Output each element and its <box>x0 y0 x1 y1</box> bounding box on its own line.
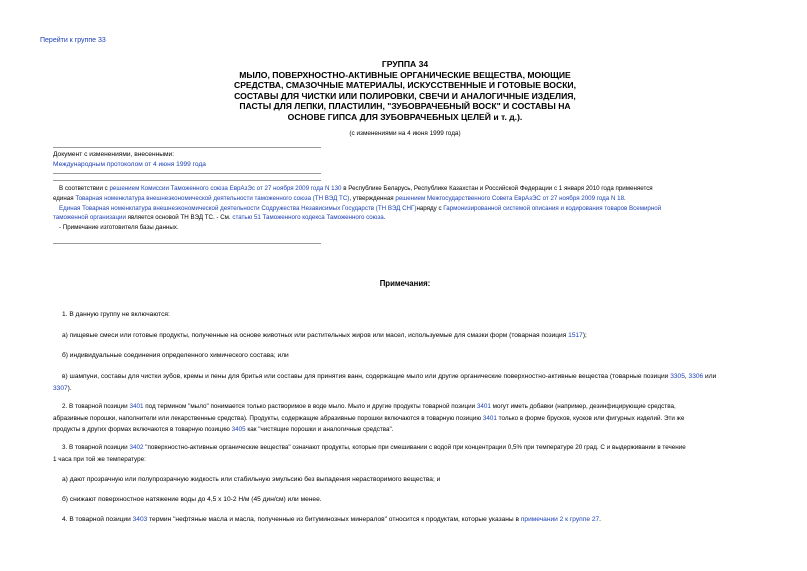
heading-3405-link[interactable]: 3405 <box>231 426 246 433</box>
decision-18-link[interactable]: решением Межгосударственного Совета ЕврАзЭС от 27 ноября 2009 года N 18 <box>395 194 625 202</box>
note-3a: а) дают прозрачную или полупрозрачную жидкость или стабильную эмульсию без выпадения нерастворимого вещества; и <box>62 476 441 483</box>
title-line: СРЕДСТВА, СМАЗОЧНЫЕ МАТЕРИАЛЫ, ИСКУССТВЕННЫЕ И ГОТОВЫЕ ВОСКИ, <box>233 80 577 91</box>
note-para-3: - Примечание изготовителя базы данных. <box>59 224 179 232</box>
heading-3307-link[interactable]: 3307 <box>53 384 68 392</box>
note-1a <box>62 330 587 342</box>
protocol-link[interactable]: Международным протоколом от 4 июня 1999 года <box>53 160 206 168</box>
note-1: 1. В данную группу не включаются: <box>62 311 170 318</box>
text: единая <box>53 194 76 202</box>
title-line: СОСТАВЫ ДЛЯ ЧИСТКИ ИЛИ ПОЛИРОВКИ, СВЕЧИ И АНАЛОГИЧНЫЕ ИЗДЕЛИЯ, <box>234 90 576 101</box>
text: В соответствии с <box>59 185 110 192</box>
heading-3403-link[interactable]: 3403 <box>132 516 148 523</box>
heading-3402-link[interactable]: 3402 <box>129 444 144 451</box>
text: 2. В товарной позиции <box>62 403 130 410</box>
note-1b: б) индивидуальные соединения определенного химического состава; или <box>62 352 289 359</box>
group-title <box>160 59 650 123</box>
tn-ved-sng-link[interactable]: Единая Товарная номенклатура внешнеэкономической деятельности Содружества Независимых Государств (ТН ВЭД СНГ) <box>59 204 417 212</box>
divider <box>53 180 321 181</box>
text: 4. В товарной позиции <box>62 516 133 523</box>
text: 3. В товарной позиции <box>62 444 130 451</box>
text: является основой ТН ВЭД ТС. - См. <box>125 214 233 222</box>
text: могут иметь добавки (например, дезинфицирующие средства, <box>490 403 676 410</box>
note-2-line <box>53 413 769 425</box>
divider <box>53 147 321 148</box>
heading-3401-link[interactable]: 3401 <box>476 403 491 410</box>
note-para-2 <box>53 204 769 214</box>
text: наряду с <box>416 204 444 212</box>
text: ). <box>67 384 72 392</box>
changes-date: (с изменениями на 4 июня 1999 года) <box>349 130 461 137</box>
heading-3305-link[interactable]: 3305 <box>670 373 685 380</box>
note-para-1 <box>53 184 769 194</box>
notes-heading: Примечания: <box>379 279 431 288</box>
note-4 <box>62 514 601 526</box>
text: , <box>684 373 689 380</box>
note-3b: б) снижают поверхностное натяжение воды до 4,5 х 10-2 Н/м (45 дин/см) или менее. <box>62 496 322 503</box>
doc-changes-block <box>53 150 206 170</box>
title-line: ПАСТЫ ДЛЯ ЛЕПКИ, ПЛАСТИЛИН, "ЗУБОВРАЧЕБНЫЙ ВОСК" И СОСТАВЫ НА <box>239 101 571 112</box>
note-para-2-cont <box>53 213 769 223</box>
divider <box>53 173 321 174</box>
text: в) шампуни, составы для чистки зубов, кремы и пены для бритья или составы для принятия ванн, содержащие мыло или другие органические поверхностно-активные вещества (товарные позиции <box>62 373 671 380</box>
text: в Республике Беларусь, Республике Казахстан и Российской Федерации с 1 января 2010 года применяется <box>343 185 653 192</box>
group-27-note-link[interactable]: примечании 2 к группе 27 <box>520 516 600 523</box>
text: продукты в других формах включаются в товарную позицию <box>53 426 232 433</box>
wco-link[interactable]: таможенной организации <box>53 214 126 222</box>
note-3-line <box>53 442 769 454</box>
title-line: ГРУППА 34 <box>381 59 429 69</box>
note-1c-line <box>53 371 769 383</box>
text: ); <box>582 332 587 339</box>
text: , утвержденная <box>349 194 396 202</box>
text: как "чистящие порошки и аналогичные средства". <box>245 426 394 433</box>
text: . <box>383 214 386 222</box>
note-2-line <box>53 401 769 413</box>
heading-3401-link[interactable]: 3401 <box>482 414 497 422</box>
note-1c-line <box>53 383 769 395</box>
title-line: МЫЛО, ПОВЕРХНОСТНО-АКТИВНЫЕ ОРГАНИЧЕСКИЕ ВЕЩЕСТВА, МОЮЩИЕ <box>239 69 571 80</box>
text: "поверхностно-активные органические вещества" означают продукты, которые при смешивании с водой при концентрации 0,5% при температуре 20 град. С и выдерживании в течение <box>143 444 686 451</box>
note-para-1-cont <box>53 194 769 204</box>
note-2 <box>53 401 769 436</box>
tn-ved-ts-link[interactable]: Товарная номенклатура внешнеэкономической деятельности таможенного союза (ТН ВЭД ТС) <box>75 194 350 202</box>
doc-changes-label: Документ с изменениями, внесенными: <box>53 151 175 158</box>
text: под термином "мыло" понимается только растворимое в воде мыло. Мыло и другие продукты товарной позиции <box>143 403 477 410</box>
note-3 <box>53 442 769 465</box>
heading-3401-link[interactable]: 3401 <box>129 403 144 410</box>
text: термин "нефтяные масла и масла, полученные из битуминозных минералов" относится к продуктам, которые указаны в <box>147 516 521 523</box>
harmonized-system-link[interactable]: Гармонизированной системой описания и кодирования товаров Всемирной <box>443 204 662 212</box>
text: а) пищевые смеси или готовые продукты, полученные на основе животных или растительных жиров или масел, используемые для смазки форм (товарная позиция <box>62 332 569 339</box>
editor-note <box>53 184 769 233</box>
text: . <box>624 194 626 202</box>
text: . <box>599 516 602 523</box>
decision-130-link[interactable]: решением Комиссии Таможенного союза ЕврАзЭс от 27 ноября 2009 года N 130 <box>109 185 342 192</box>
note-3-line: 1 часа при той же температуре: <box>53 455 146 463</box>
article-51-link[interactable]: статью 51 Таможенного кодекса Таможенного союза <box>232 214 384 222</box>
heading-3306-link[interactable]: 3306 <box>688 373 704 380</box>
prev-group-link[interactable]: Перейти к группе 33 <box>40 37 106 44</box>
text: только в форме брусков, кусков или фигурных изделий. Эти же <box>496 414 685 422</box>
text: абразивные порошки, наполнители или лекарственные средства). Продукты, содержащие абразивные порошки включаются в товарную позицию <box>53 414 483 422</box>
note-1c <box>53 371 769 394</box>
divider <box>53 243 321 244</box>
note-2-line <box>53 424 769 436</box>
title-line: ОСНОВЕ ГИПСА ДЛЯ ЗУБОВРАЧЕБНЫХ ЦЕЛЕЙ и т. д.). <box>287 111 523 122</box>
text: или <box>703 373 717 380</box>
heading-1517-link[interactable]: 1517 <box>568 332 583 339</box>
